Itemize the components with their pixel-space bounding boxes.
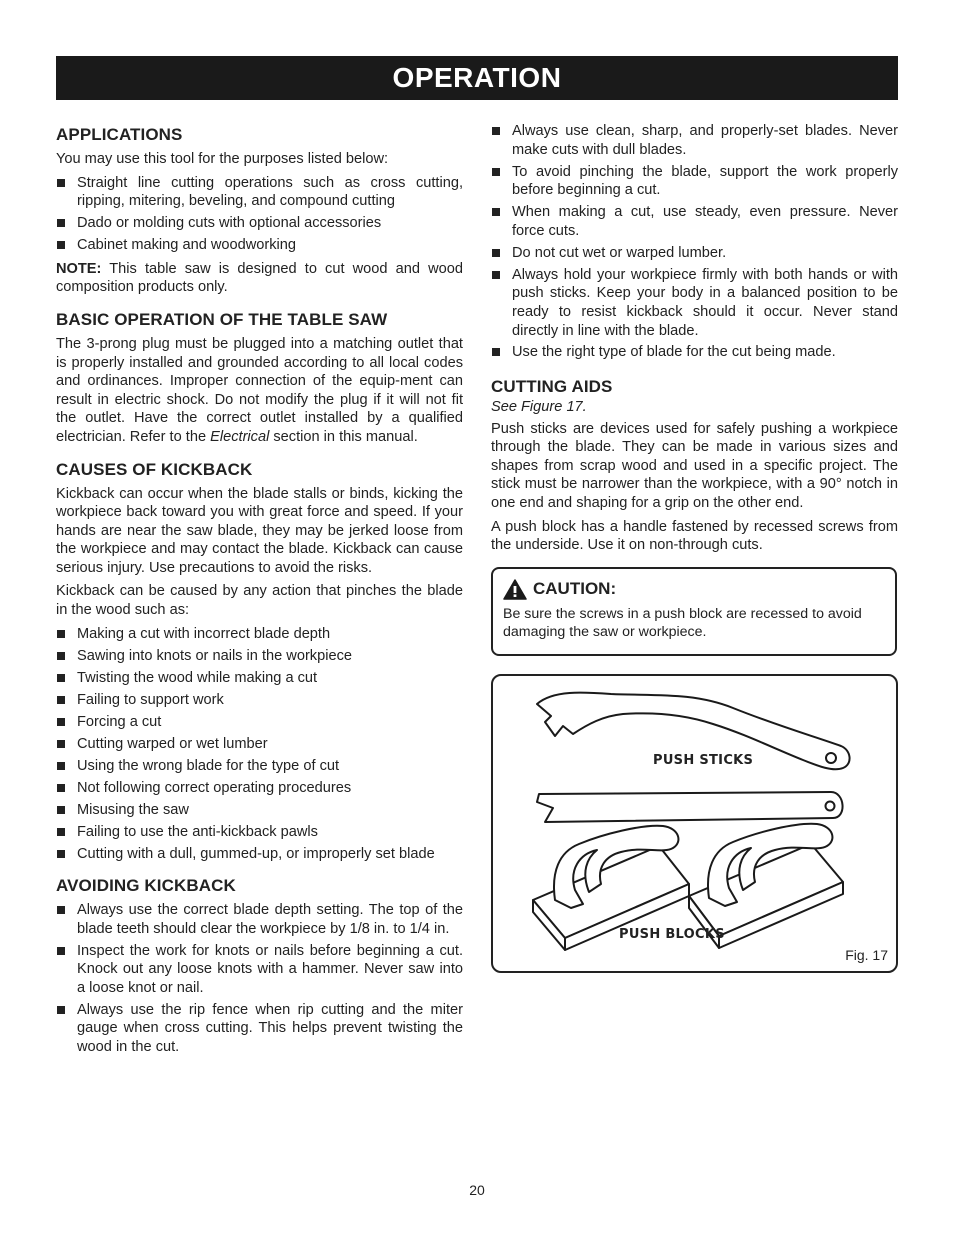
right-column (491, 122, 898, 656)
push-blocks-label: PUSH BLOCKS (619, 927, 725, 942)
list-item: Not following correct operating procedures (56, 779, 463, 798)
list-item: Forcing a cut (56, 713, 463, 732)
straight-push-stick (537, 792, 843, 822)
applications-section (56, 124, 463, 297)
list-item: Cabinet making and woodworking (56, 236, 463, 255)
caution-header (503, 579, 885, 600)
list-item: Always use the rip fence when rip cutting and the miter gauge when cross cutting. This helps prevent twisting the wood in the cut. (56, 1001, 463, 1057)
list-item: Cutting warped or wet lumber (56, 735, 463, 754)
basic-operation-heading: BASIC OPERATION OF THE TABLE SAW (56, 309, 388, 329)
cutting-aids-section (491, 376, 898, 555)
avoiding-heading: AVOIDING KICKBACK (56, 876, 236, 896)
caution-title: CAUTION: (533, 579, 617, 599)
causes-paragraph-2: Kickback can be caused by any action that pinches the blade in the wood such as: (56, 583, 463, 619)
list-item: Cutting with a dull, gummed-up, or improperly set blade (56, 845, 463, 864)
list-item: Always hold your workpiece firmly with both hands or with push sticks. Keep your body in a balanced position to be ready to resist kickback should it occur. Never stand directly in line with the blade. (491, 266, 898, 340)
note-text: This table saw is designed to cut wood and wood composition products only. (56, 260, 463, 296)
causes-section (56, 459, 463, 864)
list-item: Dado or molding cuts with optional accessories (56, 214, 463, 233)
list-item: When making a cut, use steady, even pressure. Never force cuts. (491, 203, 898, 240)
push-sticks-label: PUSH STICKS (653, 753, 754, 768)
list-item: Failing to support work (56, 691, 463, 710)
list-item: Using the wrong blade for the type of cut (56, 757, 463, 776)
caution-text: Be sure the screws in a push block are recessed to avoid damaging the saw or workpiece. (503, 605, 862, 641)
list-item: Always use clean, sharp, and properly-set blades. Never make cuts with dull blades. (491, 122, 898, 159)
list-item: Making a cut with incorrect blade depth (56, 625, 463, 644)
page-title: OPERATION (56, 56, 898, 100)
cutting-aids-paragraph-2: A push block has a handle fastened by recessed screws from the underside. Use it on non-through cuts. (491, 518, 898, 554)
electrical-reference: Electrical (210, 428, 270, 445)
left-column (56, 124, 463, 1069)
list-item: Use the right type of blade for the cut being made. (491, 343, 898, 362)
caution-box (491, 567, 897, 656)
causes-heading: CAUSES OF KICKBACK (56, 459, 253, 479)
avoiding-list (56, 901, 463, 1057)
avoiding-section (56, 875, 463, 1057)
basic-operation-text (56, 335, 463, 447)
list-item: Misusing the saw (56, 801, 463, 820)
note-label: NOTE: (56, 260, 102, 277)
list-item: Sawing into knots or nails in the workpiece (56, 647, 463, 666)
figure-caption: Fig. 17 (845, 947, 888, 963)
list-item: Do not cut wet or warped lumber. (491, 244, 898, 263)
list-item: Inspect the work for knots or nails before beginning a cut. Knock out any loose knots with a hammer. Never saw into a loose knot or nail. (56, 942, 463, 998)
applications-heading: APPLICATIONS (56, 125, 183, 144)
basic-text-end: section in this manual. (269, 428, 418, 445)
page-number: 20 (469, 1182, 485, 1198)
applications-note (56, 260, 463, 297)
list-item: To avoid pinching the blade, support the work properly before beginning a cut. (491, 163, 898, 200)
list-item: Failing to use the anti-kickback pawls (56, 823, 463, 842)
applications-intro: You may use this tool for the purposes listed below: (56, 151, 389, 167)
cutting-aids-heading: CUTTING AIDS (491, 377, 613, 397)
causes-list (56, 625, 463, 863)
tips-list (491, 122, 898, 362)
warning-icon (503, 579, 527, 600)
applications-list (56, 174, 463, 255)
cutting-aids-paragraph-1: Push sticks are devices used for safely pushing a workpiece through the blade. They can be made in various sizes and shapes from scrap wood and used in a specific project. The stick must be narrower than the workpiece, with a 90° notch in one end and shaping for a grip on the other end. (491, 420, 898, 512)
basic-text-start: The 3-prong plug must be plugged into a matching outlet that is properly installed and grounded according to all local codes and ordinances. Improper connection of the equip-ment can result in electric shock. Do not modify the plug if it will not fit the outlet. Have the correct outlet installed by a qualified electrician. Refer to the (56, 335, 463, 445)
list-item: Always use the correct blade depth setting. The top of the blade teeth should clear the workpiece by 1/8 in. to 1/4 in. (56, 901, 463, 938)
list-item: Twisting the wood while making a cut (56, 669, 463, 688)
figure-reference: See Figure 17. (491, 399, 587, 416)
basic-operation-section (56, 309, 463, 447)
figure-17 (491, 674, 898, 973)
causes-paragraph-1: Kickback can occur when the blade stalls or binds, kicking the workpiece back toward you with great force and speed. If your hands are near the saw blade, they may be jerked loose from the workpiece and may contact the blade. Kickback can cause serious injury. Use precautions to avoid the risks. (56, 485, 463, 576)
list-item: Straight line cutting operations such as cross cutting, ripping, mitering, beveling, and compound cutting (56, 174, 463, 211)
